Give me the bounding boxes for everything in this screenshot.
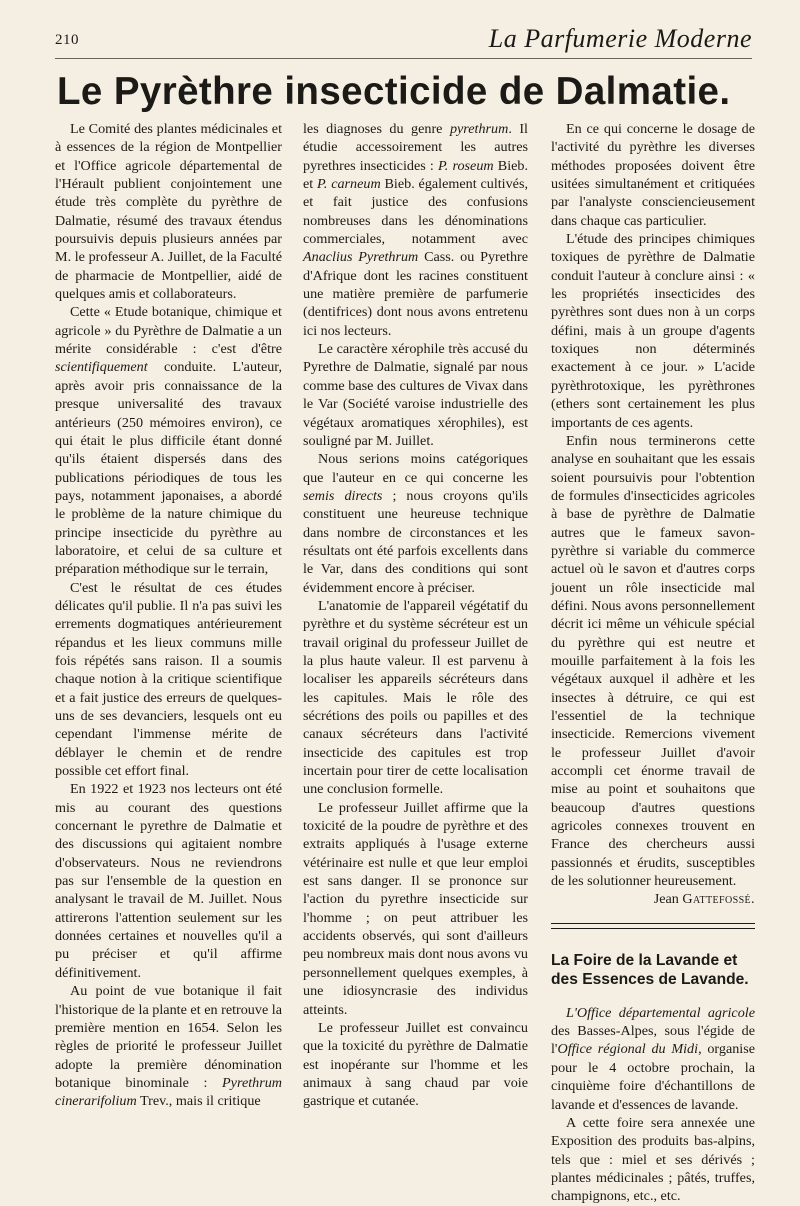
section-divider <box>551 923 755 929</box>
paragraph: Nous serions moins catégoriques que l'auteur en ce qui concerne les semis directs ; nous croyons qu'ils constituent une heureuse technique dans nombre de circonstances et les résultats ont été parfois excellents dans le Var, dans des conditions qui sont évidemment encore à préciser. <box>303 451 528 596</box>
paragraph: Le professeur Juillet est convaincu que la toxicité du pyrèthre de Dalmatie est inopérante sur l'homme et les animaux à sang chaud par voie gastrique et cutanée. <box>303 1019 528 1110</box>
paragraph: Le professeur Juillet affirme que la toxicité de la poudre de pyrèthre et des extraits appliqués à l'usage externe vétérinaire est nulle et que leur emploi est sans danger. Il se prononce sur l'action du pyrethre insecticide sur l'homme ; on peut attribuer les accidents observés, qui sont d'ailleurs peu nombreux mais dont nous avons vu personnellement quelques exemples, à une idiosyncrasie des individus atteints. <box>303 799 528 1018</box>
page-number: 210 <box>55 32 79 48</box>
paragraph: L'Office départemental agricole des Basses-Alpes, sous l'égide de l'Office régional du Midi, organise pour le 4 octobre prochain, la cinquième foire d'échantillons de lavande et d'essences de lavande. <box>551 1004 755 1113</box>
column-2 <box>303 120 528 1111</box>
paragraph: Au point de vue botanique il fait l'historique de la plante et en retrouve la première mention en 1654. Selon les règles de priorité le professeur Juillet adopte la première dénomination botanique binominale : Pyrethrum cinerarifolium Trev., mais il critique <box>55 983 282 1110</box>
paragraph: C'est le résultat de ces études délicates qu'il publie. Il n'a pas suivi les errements dogmatiques antérieurement répandus et les lieux communs mille fois répétés sans raison. Il a soumis chaque notion à la critique scientifique et a fait justice des erreurs de quelques-uns de ses devanciers, lesquels ont eu cependant l'immense mérite de déblayer le chemin et de rendre possible cet effort final. <box>55 579 282 780</box>
paragraph: Le Comité des plantes médicinales et à essences de la région de Montpellier et l'Office agricole départemental de l'Hérault publient conjointement une étude très complète du pyrèthre de Dalmatie, résumé des travaux étendus poursuivis depuis plusieurs années par M. le professeur A. Juillet, de la Faculté de pharmacie de Montpellier, aidé de quelques amis et collaborateurs. <box>55 121 282 303</box>
header-rule <box>55 58 752 59</box>
paragraph: A cette foire sera annexée une Exposition des produits bas-alpins, tels que : miel et ses dérivés ; plantes médicinales ; pâtés, truffes, champignons, etc., etc. <box>551 1114 755 1205</box>
second-article-title: La Foire de la Lavande et des Essences de Lavande. <box>551 951 749 988</box>
paragraph: les diagnoses du genre pyrethrum. Il étudie accessoirement les autres pyrethres insecticides : P. roseum Bieb. et P. carneum Bieb. également cultivés, et fait justice des confusions nombreuses dans les dénominations commerciales, notamment avec Anaclius Pyrethrum Cass. ou Pyrethre d'Afrique dont les racines constituent une matière première de parfumerie (dentifrices) dont nous avons entretenu ici nos lecteurs. <box>303 121 529 339</box>
column-1 <box>55 120 282 1111</box>
paragraph: En ce qui concerne le dosage de l'activité du pyrèthre les diverses méthodes proposées doivent être usitées simultanément et critiquées par l'analyste consciencieusement dans chaque cas particulier. <box>551 121 755 229</box>
paragraph: Cette « Etude botanique, chimique et agricole » du Pyrèthre de Dalmatie a un mérite considérable : c'est d'être scientifiquement conduite. L'auteur, après avoir pris connaissance de la presque universalité des travaux antérieurs (250 mémoires environ), ce qui était le plus difficile étant donné qu'ils étaient dispersés dans des publications périodiques de tous les pays, notamment japonaises, a abordé le problème de la nature chimique du principe insecticide du pyrèthre au laboratoire, et celui de sa culture et préparation méthodique sur le terrain, <box>55 304 282 578</box>
paragraph: En 1922 et 1923 nos lecteurs ont été mis au courant des questions concernant le pyrethre de Dalmatie et des discussions qui agitaient nombre d'observateurs. Nous ne reviendrons pas sur l'ensemble de la question en analysant le travail de M. Juillet. Nous attirerons l'attention seulement sur les données certaines et nouvelles qu'il a pu préciser et qu'il affirme définitivement. <box>55 781 282 981</box>
paragraph: Le caractère xérophile très accusé du Pyrethre de Dalmatie, signalé par nous comme base des cultures de Vivax dans le Var (Société varoise industrielle des végétaux aromatiques xérophiles), est souligné par M. Juillet. <box>303 341 528 449</box>
running-head: La Parfumerie Moderne <box>488 24 752 53</box>
author-signature: Jean Gattefossé. <box>653 891 755 908</box>
paragraph: L'anatomie de l'appareil végétatif du pyrèthre et du système sécréteur est un travail original du professeur Juillet de la plus haute valeur. Il est parvenu à localiser les appareils sécréteurs dans les capitules. Mais le rôle des sécrétions des poils ou papilles et des canaux sécréteurs dans l'activité insecticide des capitules est trop incertain pour tirer de cette localisation une conclusion formelle. <box>303 597 528 798</box>
paragraph: L'étude des principes chimiques toxiques de pyrèthre de Dalmatie conduit l'auteur à conclure ainsi : « les propriétés insecticides des pyrèthres sont dues non à un corps défini, mais à un groupe d'agents toxiques non déterminés exactement à ce jour. » L'acide pyrèthrotoxique, les pyrèthrones (ethers sont certainement les plus importants de ces agents. <box>551 231 755 431</box>
paragraph: Enfin nous terminerons cette analyse en souhaitant que les essais soient poursuivis pour l'obtention de formules d'insecticides agricoles à base de pyrèthre de Dalmatie autres que le fameux savon-pyrèthre si variable du commerce actuel où le savon et d'autres corps jouent un rôle insecticide mal défini. Nous avons personnellement décrit ici même un véhicule spécial du pyrèthre qui est neutre et mouille parfaitement à la fois les végétaux auxquel il adhère et les insectes à détruire, ce qui est l'essentiel de la technique insecticide. Remercions vivement le professeur Juillet d'avoir accompli cet énorme travail de mise au point et souhaitons que beaucoup d'autres questions agricoles connexes trouvent en France des chercheurs aussi passionnés et érudits, susceptibles de les solutionner heureusement. <box>551 432 755 890</box>
article-title: Le Pyrèthre insecticide de Dalmatie. <box>57 70 731 113</box>
